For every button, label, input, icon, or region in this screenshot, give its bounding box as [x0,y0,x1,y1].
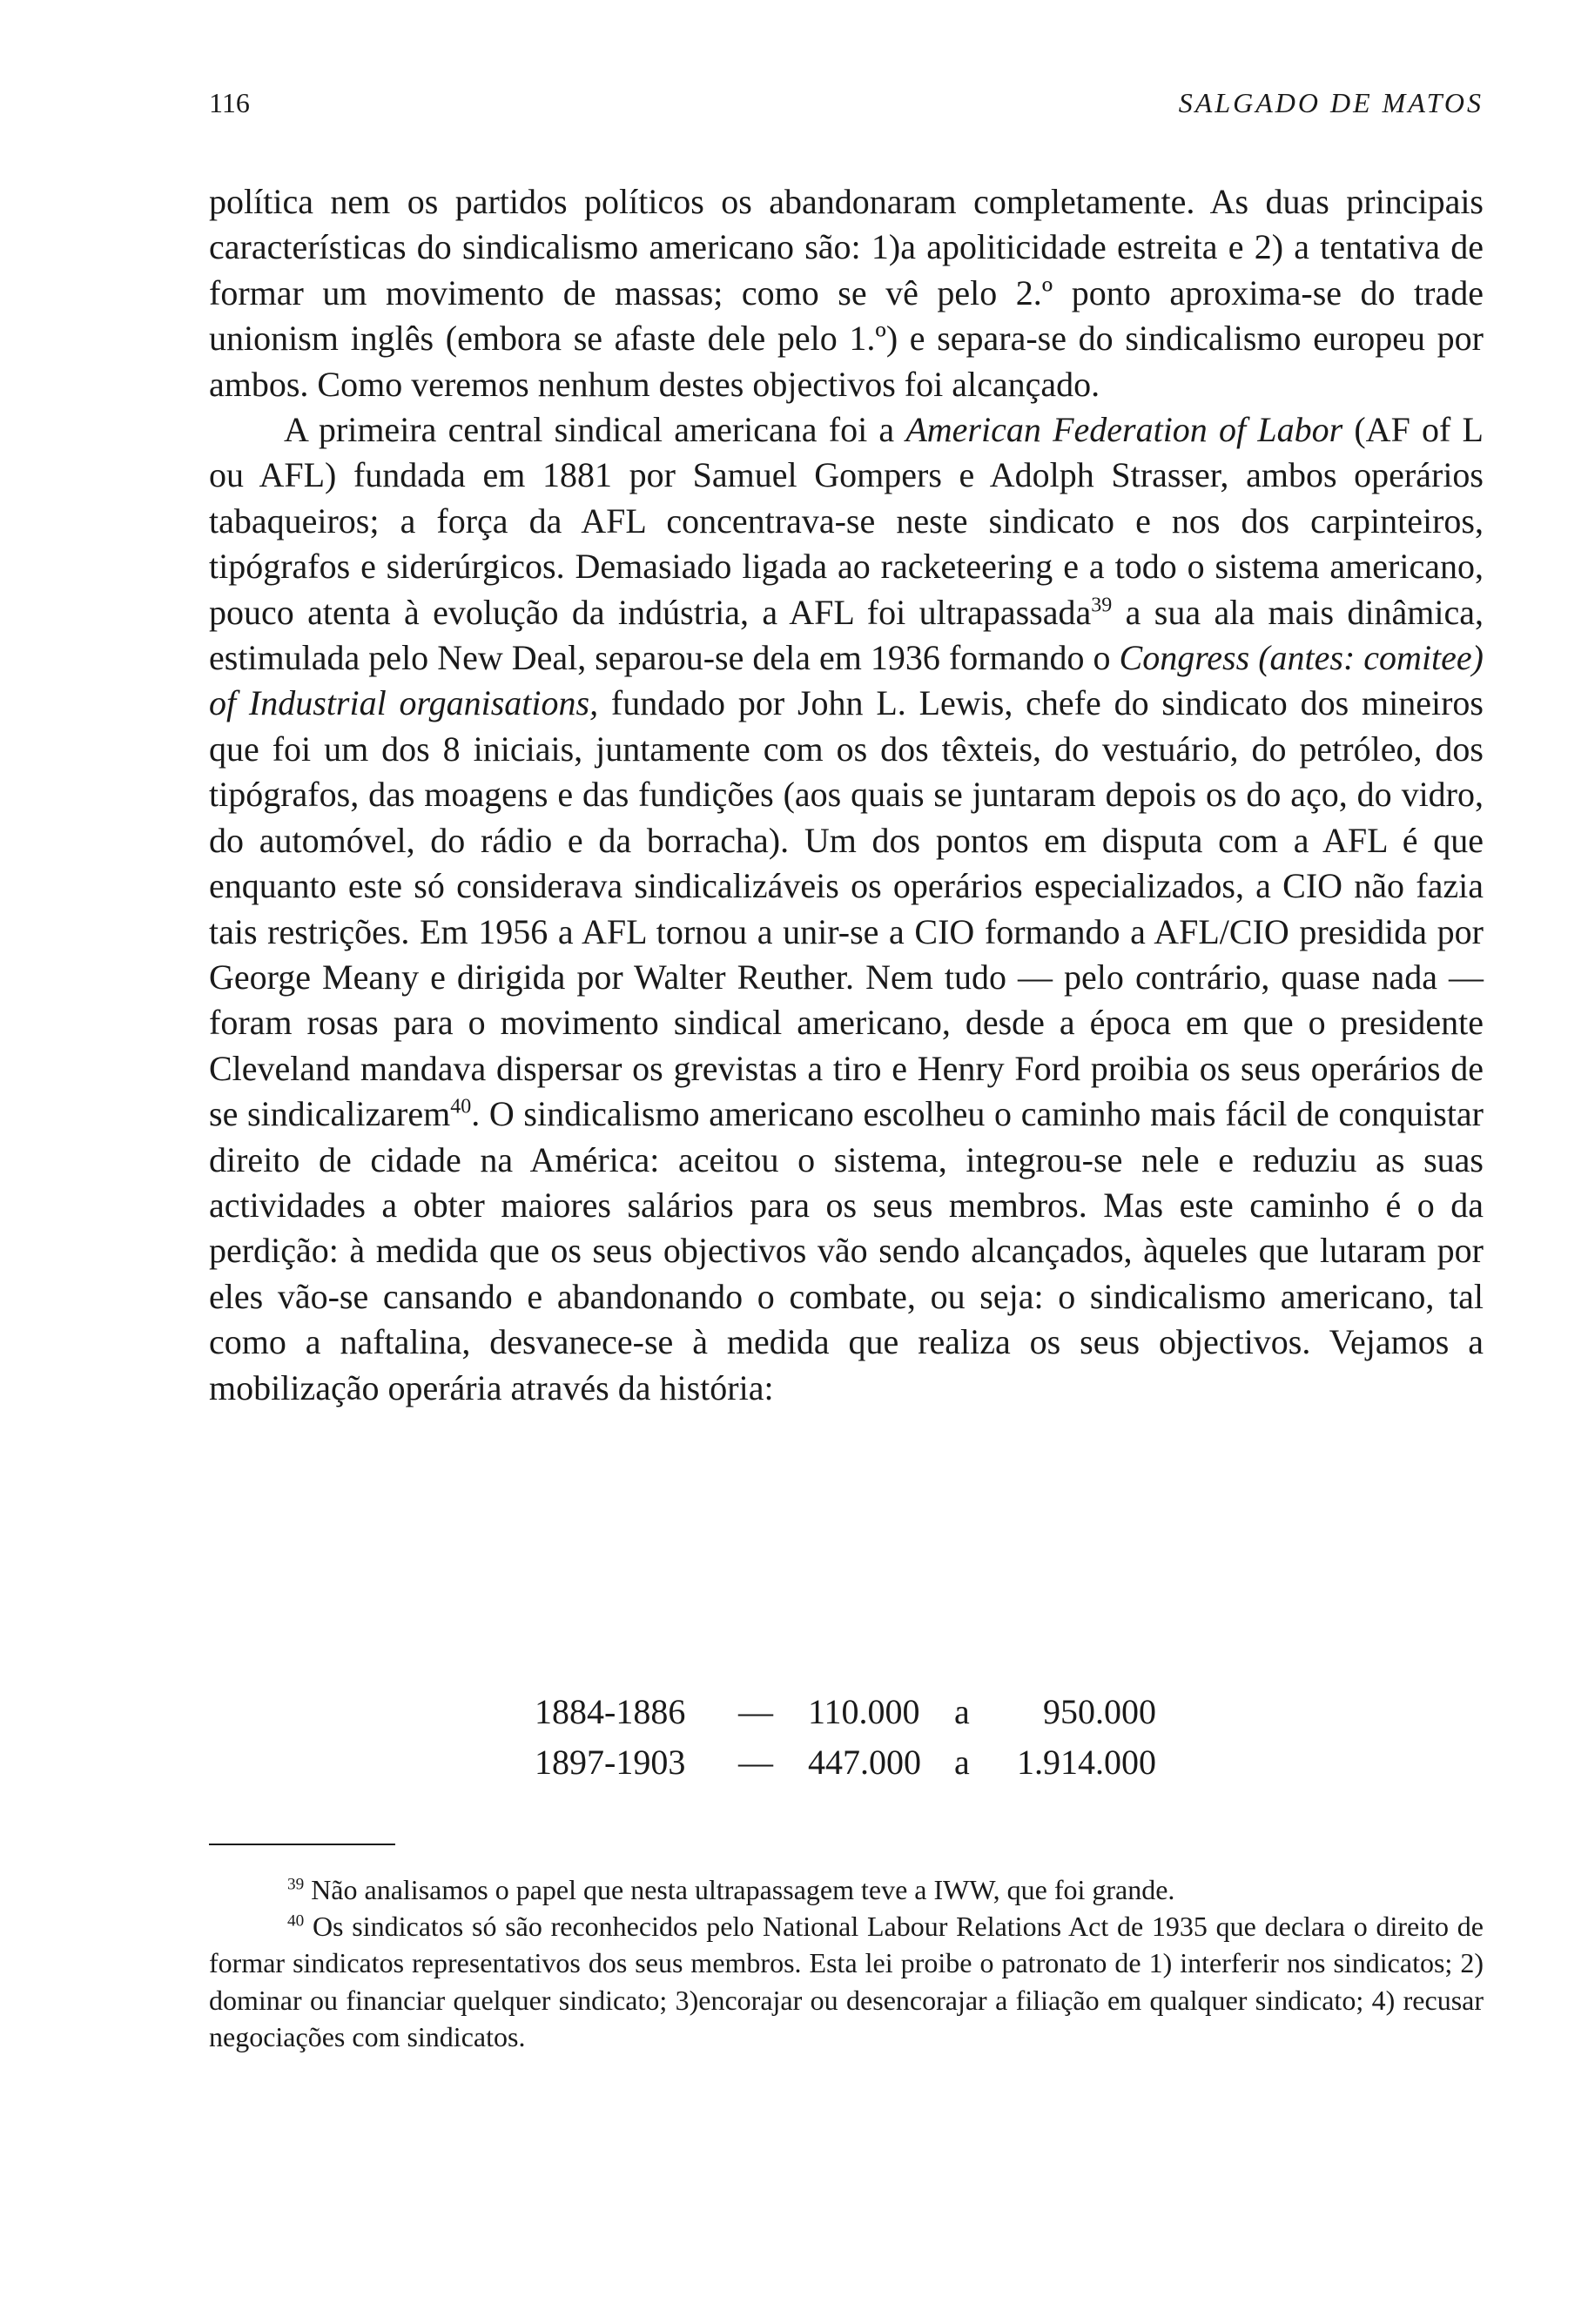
footnote-text: Não analisamos o papel que nesta ultrapassagem teve a IWW, que foi grande. [304,1874,1175,1905]
footnote-divider [209,1844,395,1845]
text-run: a sua ala mais dinâmica, estimulada pelo New Deal, separou-se dela em 1936 formando o [209,592,1484,678]
membership-table [535,1687,1156,1788]
table-row [535,1687,1156,1737]
from-value-cell: 110.000 [808,1692,920,1731]
paragraph [209,407,1484,1411]
footnote-number: 39 [287,1875,305,1894]
text-run: A primeira central sindical americana foi a [284,410,906,450]
paragraph: política nem os partidos políticos os abandonaram completamente. As duas principais características do sindicalismo americano são: 1)a apoliticidade estreita e 2) a tentativa de formar um movimento de massas; como se vê pelo 2.º ponto aproxima-se do trade unionism inglês (embora se afaste dele pelo 1.º) e separa-se do sindicalismo europeu por ambos. Como veremos nenhum destes objectivos foi alcançado. [209,182,1484,404]
period-cell: 1897-1903 [535,1743,686,1782]
to-value-cell: 950.000 [1043,1692,1156,1731]
period-cell: 1884-1886 [535,1692,686,1731]
footnote-39 [209,1871,1484,1908]
footnote-number: 40 [287,1911,305,1931]
afl-name: American Federation of Labor [905,410,1343,450]
footnote-ref-40: 40 [450,1095,472,1118]
body-text [209,179,1484,1411]
text-run: fundado por John L. Lewis, chefe do sindicato dos mineiros que foi um dos 8 iniciais, juntamente com os dos têxteis, do vestuário, do petróleo, dos tipógrafos, das moagens e das fundições (aos quais se juntaram depois os do aço, do vidro, do automóvel, do rádio e da borracha). Um dos pontos em disputa com a AFL é que enquanto este só considerava sindicalizáveis os operários especializados, a CIO não fazia tais restrições. Em 1956 a AFL tornou a unir-se a CIO formando a AFL/CIO presidida por George Meany e dirigida por Walter Reuther. Nem tudo — pelo contrário, quase nada — foram rosas para o movimento sindical americano, desde a época em que o presidente Cleveland mandava dispersar os grevistas a tiro e Henry Ford proibia os seus operários de se sindicalizarem [209,683,1484,1134]
text-run: . O sindicalismo americano escolheu o caminho mais fácil de conquistar direito de cidade na América: aceitou o sistema, integrou-se nele e reduziu as suas actividades a obter maiores salários para os seus membros. Mas este caminho é o da perdição: à medida que os seus objectivos vão sendo alcançados, àqueles que lutaram por eles vão-se cansando e abandonando o combate, ou seja: o sindicalismo americano, tal como a naftalina, desvanece-se à medida que realiza os seus objectivos. Vejamos a mobilização operária através da história: [209,1094,1484,1407]
footnote-text: Os sindicatos só são reconhecidos pelo National Labour Relations Act de 1935 que declara o direito de formar sindicatos representativos dos seus membros. Esta lei proibe o patronato de 1) interferir nos sindicatos; 2) dominar ou financiar quelquer sindicato; 3)encorajar ou desencorajar a filiação em qualquer sindicato; 4) recusar negociações com sindicatos. [209,1911,1484,2052]
table-row [535,1737,1156,1788]
footnotes [209,1871,1484,2055]
dash-cell: — [738,1692,773,1731]
text-run: (AF of L ou AFL) fundada em 1881 por Samuel Gompers e Adolph Strasser, ambos operários tabaqueiros; a força da AFL concentrava-se neste sindicato e nos dos carpinteiros, tipógrafos e siderúrgicos. Demasiado ligada ao racketeering e a todo o sistema americano, pouco atenta à evolução da indústria, a AFL foi ultrapassada [209,410,1484,632]
running-title: SALGADO DE MATOS [1178,87,1484,118]
connector-cell: a [954,1692,970,1731]
dash-cell: — [738,1743,773,1782]
cio-name: Congress (antes: comitee) of Industrial organisations, [209,638,1484,723]
connector-cell: a [954,1743,970,1782]
to-value-cell: 1.914.000 [1017,1743,1156,1782]
from-value-cell: 447.000 [808,1743,921,1782]
running-head [209,87,1484,139]
footnote-40 [209,1908,1484,2055]
footnote-ref-39: 39 [1091,594,1113,617]
page-number: 116 [209,87,250,118]
